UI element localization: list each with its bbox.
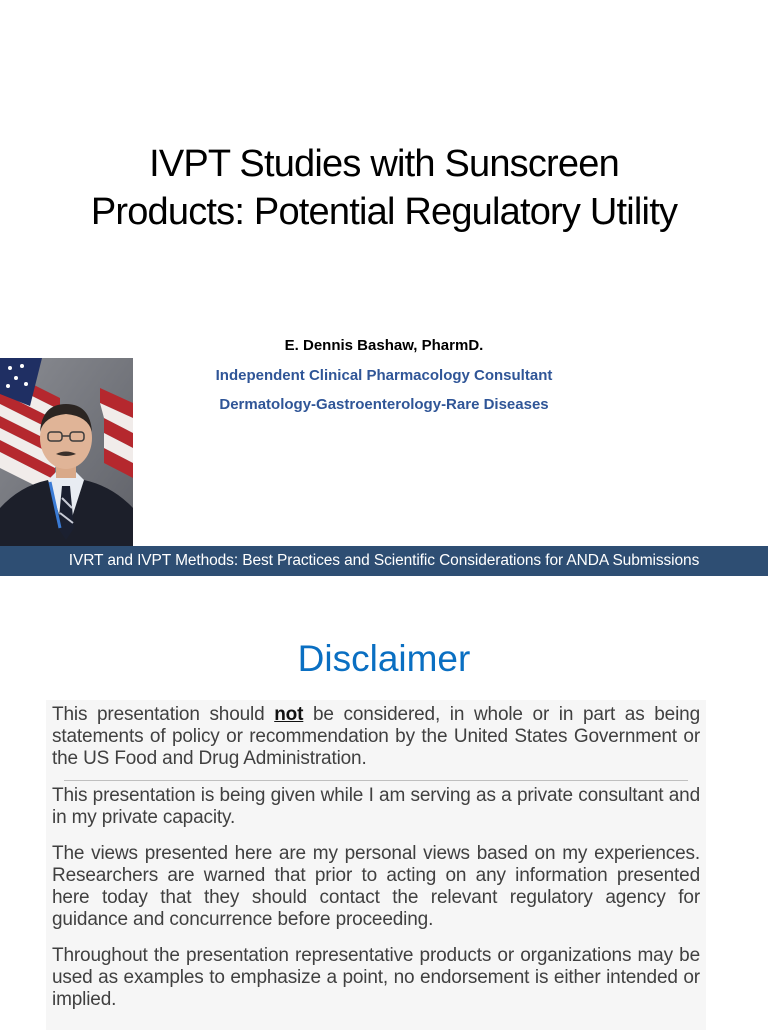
slide-title-line-1: IVPT Studies with Sunscreen (149, 143, 619, 185)
divider (64, 780, 688, 781)
disclaimer-paragraph-endorsement: Throughout the presentation representative products or organizations may be used as examples to emphasize a point, no endorsement is either intended or implied. (52, 945, 700, 1010)
affiliation-specialty: Dermatology-Gastroenterology-Rare Diseases (219, 396, 549, 413)
disclaimer-paragraph-views: The views presented here are my personal views based on my experiences. Researchers are warned that prior to acting on any information presented here today that they should contact the relevant regulatory agency for guidance and concurrence before proceeding. (52, 843, 700, 930)
disclaimer-paragraph-capacity: This presentation is being given while I am serving as a private consultant and in my private capacity. (52, 785, 700, 828)
disclaimer-title: Disclaimer (297, 638, 471, 679)
slide-title (20, 140, 748, 236)
portrait-photo-icon (0, 358, 133, 548)
conference-footer: IVRT and IVPT Methods: Best Practices and Scientific Considerations for ANDA Submissions (0, 546, 768, 576)
disclaimer-slide (0, 576, 768, 1024)
presenter-photo (0, 358, 133, 548)
policy-text-end: be considered, in whole or in part as being statements of policy or recommendation by the United States Government or the US Food and Drug Administration. (52, 704, 700, 769)
disclaimer-paragraph-policy (52, 704, 700, 770)
slide-title-line-2: Products: Potential Regulatory Utility (90, 191, 678, 233)
policy-text-start: This presentation should (52, 704, 275, 725)
affiliation-role: Independent Clinical Pharmacology Consultant (215, 367, 553, 384)
emphasis-not: not (274, 704, 304, 725)
author-name: E. Dennis Bashaw, PharmD. (284, 337, 484, 354)
disclaimer-body (46, 700, 706, 1030)
